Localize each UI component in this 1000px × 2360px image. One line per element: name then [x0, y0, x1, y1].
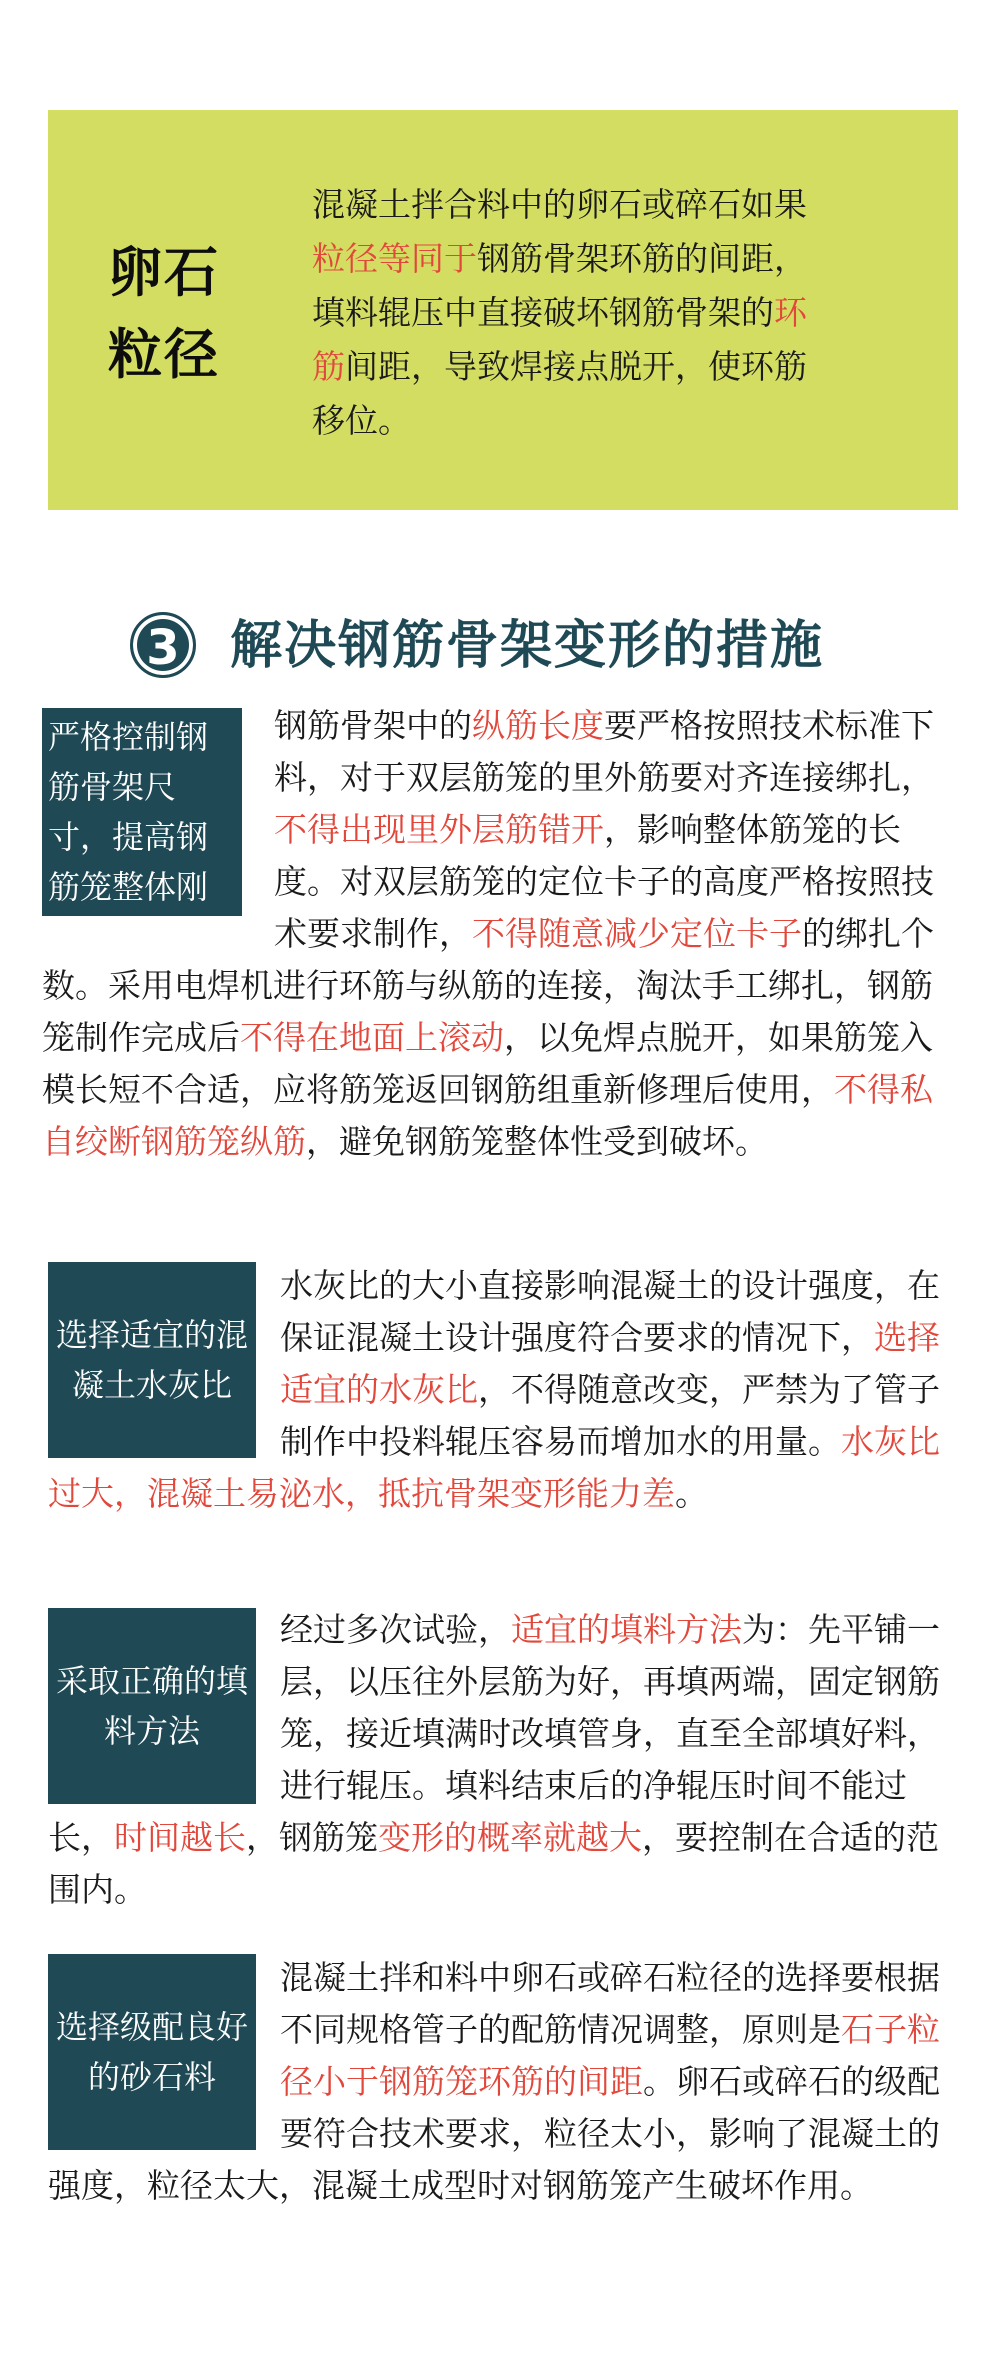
text-segment: 间距，导致焊接点脱开，使环筋移位。 [312, 347, 807, 440]
section-number-badge: 3 [130, 612, 196, 678]
text-segment: ，避免钢筋笼整体性受到破坏。 [306, 1122, 768, 1161]
block4-label-text: 选择级配良好的砂石料 [56, 2008, 249, 2096]
highlight-text: 适宜的填料方法 [511, 1610, 742, 1649]
highlight-text: 不得在地面上滚动 [240, 1018, 504, 1057]
highlight-text: 时间越长 [114, 1818, 246, 1857]
section-title: 解决钢筋骨架变形的措施 [230, 616, 825, 676]
text-segment: ，不得随意改变，严禁为了管子制作中投料辊压容易而增加水的用量。 [280, 1370, 940, 1461]
text-segment: 要严格按照技术标准下料，对于双层筋笼的里外筋要对齐连接绑扎， [274, 706, 934, 797]
text-segment: 混凝土拌合料中的卵石或碎石如果 [312, 185, 807, 224]
block1-label-text: 严格控制钢筋骨架尺寸，提高钢筋笼整体刚度 [48, 718, 209, 956]
highlight-text: 不得私自绞断钢筋笼纵筋 [42, 1070, 933, 1161]
highlight-text: 纵筋长度 [472, 706, 604, 745]
text-segment: 钢筋骨架中的 [274, 706, 472, 745]
text-segment: 水灰比的大小直接影响混凝土的设计强度，在保证混凝土设计强度符合要求的情况下， [280, 1266, 940, 1357]
text-segment: ，以免焊点脱开，如果筋笼入模长短不合适，应将筋笼返回钢筋组重新修理后使用， [42, 1018, 933, 1109]
text-segment: 混凝土拌和料中卵石或碎石粒径的选择要根据不同规格管子的配筋情况调整，原则是 [280, 1958, 940, 2049]
text-segment: 。卵石或碎石的级配要符合技术要求，粒径太小，影响了混凝土的强度，粒径太大，混凝土成型时对钢筋笼产生破坏作用。 [48, 2062, 940, 2205]
float-spacer [48, 1952, 280, 2152]
block2-text [48, 1260, 960, 1520]
highlight-text: 选择适宜的水灰比 [280, 1318, 940, 1409]
text-segment: ，影响整体筋笼的长度。对双层筋笼的定位卡子的高度严格按照技术要求制作， [274, 810, 934, 953]
block3-text [48, 1604, 960, 1916]
float-spacer [48, 1604, 280, 1804]
highlight-text: 环筋 [312, 293, 807, 386]
float-spacer [48, 1260, 280, 1460]
text-segment: 经过多次试验， [280, 1610, 511, 1649]
pebble-size-title-line1: 卵石 [108, 241, 220, 304]
text-segment: ，钢筋笼 [246, 1818, 378, 1857]
text-segment: 的绑扎个数。采用电焊机进行环筋与纵筋的连接，淘汰手工绑扎，钢筋笼制作完成后 [42, 914, 934, 1057]
block1-text [42, 700, 960, 1168]
text-segment: 钢筋骨架环筋的间距，填料辊压中直接破坏钢筋骨架的 [312, 239, 807, 332]
section-header [0, 604, 1000, 688]
pebble-size-title-line2: 粒径 [108, 323, 220, 386]
block2-label-text: 选择适宜的混凝土水灰比 [56, 1316, 249, 1404]
text-segment: ，要控制在合适的范围内。 [48, 1818, 939, 1909]
float-spacer [42, 700, 274, 912]
highlight-text: 不得随意减少定位卡子 [472, 914, 802, 953]
text-segment: 。 [675, 1474, 708, 1513]
highlight-text: 变形的概率就越大 [378, 1818, 642, 1857]
text-segment: 为：先平铺一层，以压往外层筋为好，再填两端，固定钢筋笼，接近填满时改填管身，直至全部填好料，进行辊压。填料结束后的净辊压时间不能过长， [48, 1610, 940, 1857]
highlight-text: 不得出现里外层筋错开 [274, 810, 604, 849]
highlight-text: 水灰比过大，混凝土易泌水，抵抗骨架变形能力差 [48, 1422, 940, 1513]
highlight-text: 石子粒径小于钢筋笼环筋的间距 [280, 2010, 940, 2101]
block4-text [48, 1952, 960, 2212]
pebble-size-title [108, 232, 228, 396]
block3-label-text: 采取正确的填料方法 [56, 1662, 249, 1750]
pebble-size-text [312, 178, 822, 448]
highlight-text: 粒径等同于 [312, 239, 477, 278]
